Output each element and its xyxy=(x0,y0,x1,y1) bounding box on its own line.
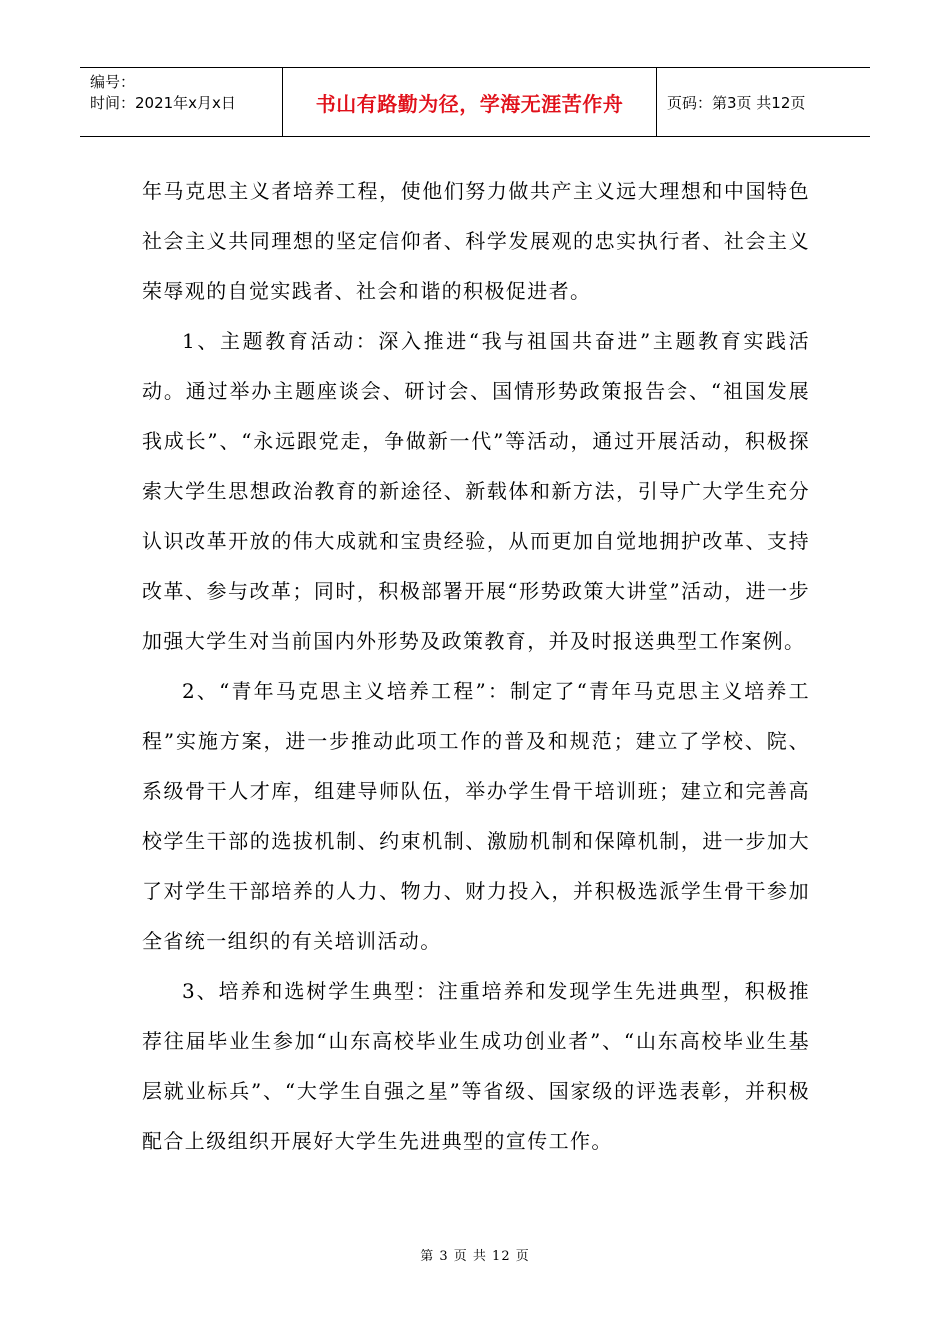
header-motto: 书山有路勤为径，学海无涯苦作舟 xyxy=(315,91,624,116)
document-number-label: 编号： xyxy=(90,73,136,91)
document-date: 时间：2021年x月x日 xyxy=(90,94,236,112)
header-motto-cell xyxy=(283,68,657,136)
footer-page-number: 第 3 页 共 12 页 xyxy=(420,1249,530,1264)
document-body xyxy=(142,166,810,1166)
paragraph-theme-education: 1、主题教育活动：深入推进“我与祖国共奋进”主题教育实践活动。通过举办主题座谈会、研讨会、国情形势政策报告会、“祖国发展我成长”、“永远跟党走，争做新一代”等活动，通过开展活动，积极探索大学生思想政治教育的新途径、新载体和新方法，引导广大学生充分认识改革开放的伟大成就和宝贵经验，从而更加自觉地拥护改革、支持改革、参与改革；同时，积极部署开展“形势政策大讲堂”活动，进一步加强大学生对当前国内外形势及政策教育，并及时报送典型工作案例。 xyxy=(142,329,810,653)
paragraph-marxism-training: 2、“青年马克思主义培养工程”：制定了“青年马克思主义培养工程”实施方案，进一步推动此项工作的普及和规范；建立了学校、院、系级骨干人才库，组建导师队伍，举办学生骨干培训班；建立和完善高校学生干部的选拔机制、约束机制、激励机制和保障机制，进一步加大了对学生干部培养的人力、物力、财力投入，并积极选派学生骨干参加全省统一组织的有关培训活动。 xyxy=(142,679,810,953)
page-header xyxy=(80,67,870,137)
page-footer xyxy=(0,1245,950,1264)
header-page-info-cell xyxy=(657,68,870,136)
paragraph-student-models: 3、培养和选树学生典型：注重培养和发现学生先进典型，积极推荐往届毕业生参加“山东高校毕业生成功创业者”、“山东高校毕业生基层就业标兵”、“大学生自强之星”等省级、国家级的评选表彰，并积极配合上级组织开展好大学生先进典型的宣传工作。 xyxy=(142,979,810,1153)
header-meta xyxy=(80,68,283,136)
paragraph-continuation: 年马克思主义者培养工程，使他们努力做共产主义远大理想和中国特色社会主义共同理想的坚定信仰者、科学发展观的忠实执行者、社会主义荣辱观的自觉实践者、社会和谐的积极促进者。 xyxy=(142,179,810,303)
header-page-info: 页码：第3页 共12页 xyxy=(667,93,806,112)
